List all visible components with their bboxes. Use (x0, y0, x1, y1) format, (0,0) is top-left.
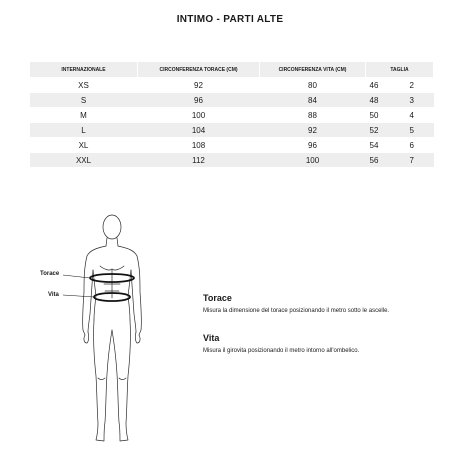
waist-label: Vita (48, 292, 59, 298)
cell-waist: 100 (260, 153, 366, 168)
cell-waist: 84 (260, 93, 366, 108)
page-title: INTIMO - PARTI ALTE (176, 14, 284, 25)
waist-measure-info (203, 333, 453, 354)
human-body-outline-icon (30, 208, 170, 453)
table-row (30, 78, 434, 93)
cell-size-alt: 3 (406, 93, 434, 108)
waist-measure-title: Vita (203, 333, 220, 343)
chest-label: Torace (40, 271, 60, 277)
table-row (30, 123, 434, 138)
cell-international: XXL (30, 153, 138, 168)
cell-chest: 100 (138, 108, 260, 123)
table-row (30, 108, 434, 123)
cell-waist: 80 (260, 78, 366, 93)
cell-size: 48 (366, 93, 406, 108)
table-header-row (30, 62, 434, 78)
cell-international: XL (30, 138, 138, 153)
cell-chest: 92 (138, 78, 260, 93)
waist-measure-text: Misura il girovita posizionando il metro intorno all'ombelico. (203, 348, 360, 354)
cell-size: 50 (366, 108, 406, 123)
cell-international: L (30, 123, 138, 138)
cell-waist: 88 (260, 108, 366, 123)
chest-measure-info (203, 293, 453, 314)
cell-chest: 104 (138, 123, 260, 138)
cell-size: 56 (366, 153, 406, 168)
header-size: TAGLIA (366, 62, 434, 78)
cell-chest: 112 (138, 153, 260, 168)
header-chest: CIRCONFERENZA TORACE (CM) (138, 62, 260, 78)
cell-size-alt: 6 (406, 138, 434, 153)
cell-size: 52 (366, 123, 406, 138)
cell-size-alt: 5 (406, 123, 434, 138)
cell-chest: 96 (138, 93, 260, 108)
cell-size: 46 (366, 78, 406, 93)
table-row (30, 153, 434, 168)
header-waist: CIRCONFERENZA VITA (CM) (260, 62, 366, 78)
cell-waist: 96 (260, 138, 366, 153)
table-row (30, 93, 434, 108)
size-table (29, 61, 434, 167)
cell-size-alt: 2 (406, 78, 434, 93)
cell-size: 54 (366, 138, 406, 153)
chest-measure-title: Torace (203, 293, 232, 303)
cell-international: M (30, 108, 138, 123)
cell-international: S (30, 93, 138, 108)
cell-international: XS (30, 78, 138, 93)
cell-chest: 108 (138, 138, 260, 153)
cell-waist: 92 (260, 123, 366, 138)
cell-size-alt: 4 (406, 108, 434, 123)
table-row (30, 138, 434, 153)
chest-measure-text: Misura la dimensione del torace posizionando il metro sotto le ascelle. (203, 308, 390, 314)
cell-size-alt: 7 (406, 153, 434, 168)
body-figure (30, 208, 170, 453)
header-international: INTERNAZIONALE (30, 62, 138, 78)
